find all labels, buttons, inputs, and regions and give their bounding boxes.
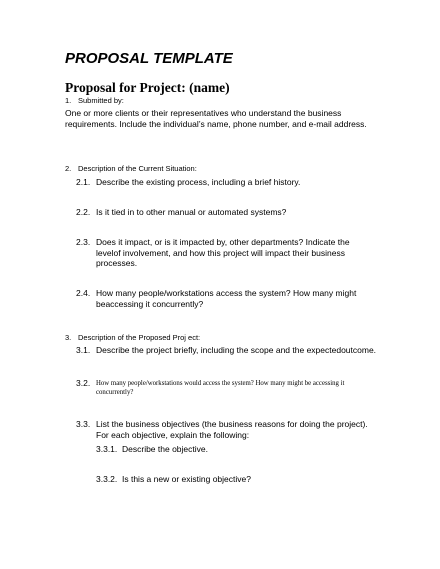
item-3-3-1-number: 3.3.1. (96, 444, 118, 454)
item-2-1-text: Describe the existing process, including a brief history. (96, 177, 301, 187)
section-1-text: One or more clients or their representatives who understand the business requirements. Include the individual’s name, phone number, and e-mail address. (65, 108, 367, 129)
item-3-3-2-text: Is this a new or existing objective? (122, 474, 251, 484)
item-3-3-number: 3.3. (76, 419, 91, 429)
item-2-3-text: Does it impact, or is it impacted by, other departments? Indicate the levelof involvement, and how this project will impact their business processes. (96, 237, 350, 268)
section-3-label: Description of the Proposed Proj ect: (78, 333, 201, 342)
section-1-number: 1. (65, 96, 72, 105)
document-title: PROPOSAL TEMPLATE (65, 50, 233, 67)
proposal-heading: Proposal for Project: (name) (65, 80, 230, 95)
item-3-2-text: How many people/workstations would access the system? How many might be accessing it concurrently? (96, 380, 345, 396)
section-1-label: Submitted by: (78, 96, 124, 105)
item-2-4-text: How many people/workstations access the system? How many might beaccessing it concurrently? (96, 288, 357, 309)
item-2-4-number: 2.4. (76, 288, 91, 298)
section-2-label: Description of the Current Situation: (78, 164, 197, 173)
section-2-number: 2. (65, 164, 72, 173)
item-3-3-1-text: Describe the objective. (122, 444, 208, 454)
item-3-3-2-number: 3.3.2. (96, 474, 118, 484)
section-3-number: 3. (65, 333, 72, 342)
item-3-2-number: 3.2. (76, 378, 91, 388)
item-3-1-number: 3.1. (76, 345, 91, 355)
item-2-1-number: 2.1. (76, 177, 91, 187)
item-2-2-text: Is it tied in to other manual or automated systems? (96, 207, 287, 217)
item-3-1-text: Describe the project briefly, including the scope and the expectedoutcome. (96, 345, 377, 355)
item-3-3-text: List the business objectives (the business reasons for doing the project). For each objective, explain the following: (96, 419, 368, 440)
item-2-3-number: 2.3. (76, 237, 91, 247)
item-2-2-number: 2.2. (76, 207, 91, 217)
